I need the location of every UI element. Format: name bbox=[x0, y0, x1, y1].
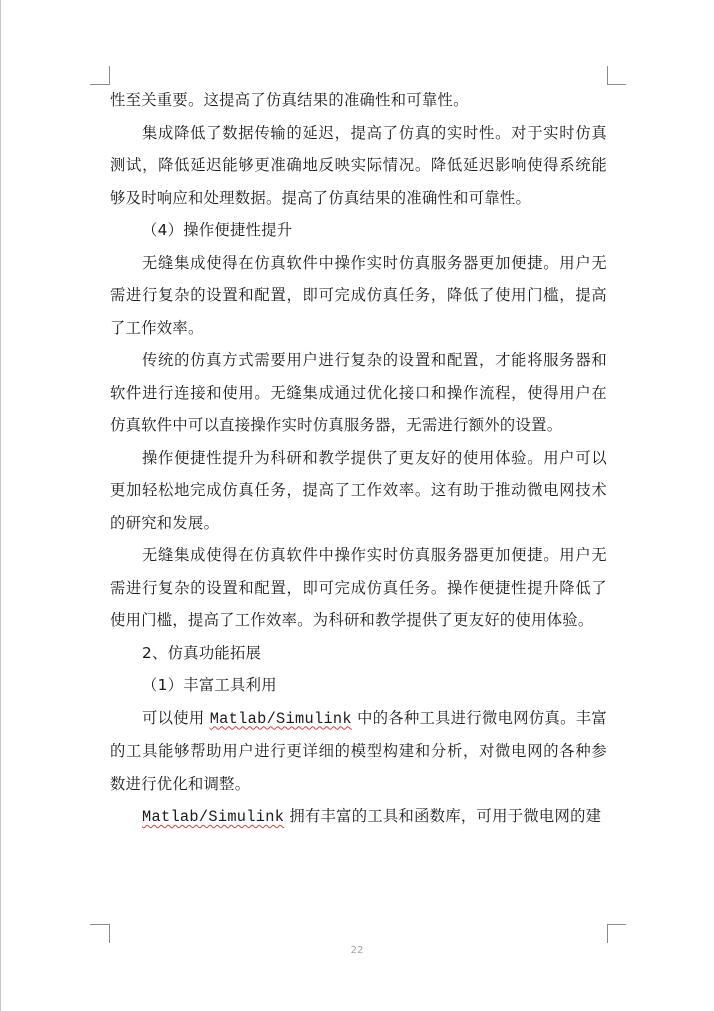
subheading-convenience: （4）操作便捷性提升 bbox=[142, 221, 293, 239]
paragraph-11-after: 拥有丰富的工具和函数库，可用于微电网的建 bbox=[284, 807, 602, 825]
paragraph-10-after: 中的各种工具进行微电网仿真。丰富的工具能够帮助用户进行更详细的模型构建和分析，对微电网的各种参数进行优化和调整。 bbox=[110, 708, 607, 793]
paragraph-2: 集成降低了数据传输的延迟，提高了仿真的实时性。对于实时仿真测试，降低延迟能够更准确地反映实际情况。降低延迟影响使得系统能够及时响应和处理数据。提高了仿真结果的准确性和可靠性。 bbox=[110, 123, 607, 207]
paragraph-10 bbox=[110, 702, 607, 801]
section-heading-extension: 2、仿真功能拓展 bbox=[142, 643, 262, 662]
document-body bbox=[110, 84, 607, 834]
paragraph-7: 无缝集成使得在仿真软件中操作实时仿真服务器更加便捷。用户无需进行复杂的设置和配置，即可完成仿真任务。操作便捷性提升降低了使用门槛，提高了工作效率。为科研和教学提供了更友好的使用体验。 bbox=[110, 546, 607, 629]
paragraph-1: 性至关重要。这提高了仿真结果的准确性和可靠性。 bbox=[110, 91, 469, 109]
paragraph-4: 无缝集成使得在仿真软件中操作实时仿真服务器更加便捷。用户无需进行复杂的设置和配置，即可完成仿真任务，降低了使用门槛，提高了工作效率。 bbox=[110, 253, 607, 337]
code-term-matlab-simulink: Matlab/Simulink bbox=[209, 709, 352, 728]
code-term-matlab-simulink-2: Matlab/Simulink bbox=[142, 808, 285, 826]
paragraph-11 bbox=[110, 800, 607, 834]
paragraph-10-before: 可以使用 bbox=[142, 708, 210, 727]
paragraph-5: 传统的仿真方式需要用户进行复杂的设置和配置，才能将服务器和软件进行连接和使用。无缝集成通过优化接口和操作流程，使得用户在仿真软件中可以直接操作实时仿真服务器，无需进行额外的设置。 bbox=[110, 351, 607, 434]
page-number: 22 bbox=[350, 945, 364, 956]
paragraph-6: 操作便捷性提升为科研和教学提供了更友好的使用体验。用户可以更加轻松地完成仿真任务，提高了工作效率。这有助于推动微电网技术的研究和发展。 bbox=[110, 448, 607, 532]
page-edge bbox=[0, 0, 1, 1011]
subheading-tools: （1）丰富工具利用 bbox=[142, 676, 277, 694]
